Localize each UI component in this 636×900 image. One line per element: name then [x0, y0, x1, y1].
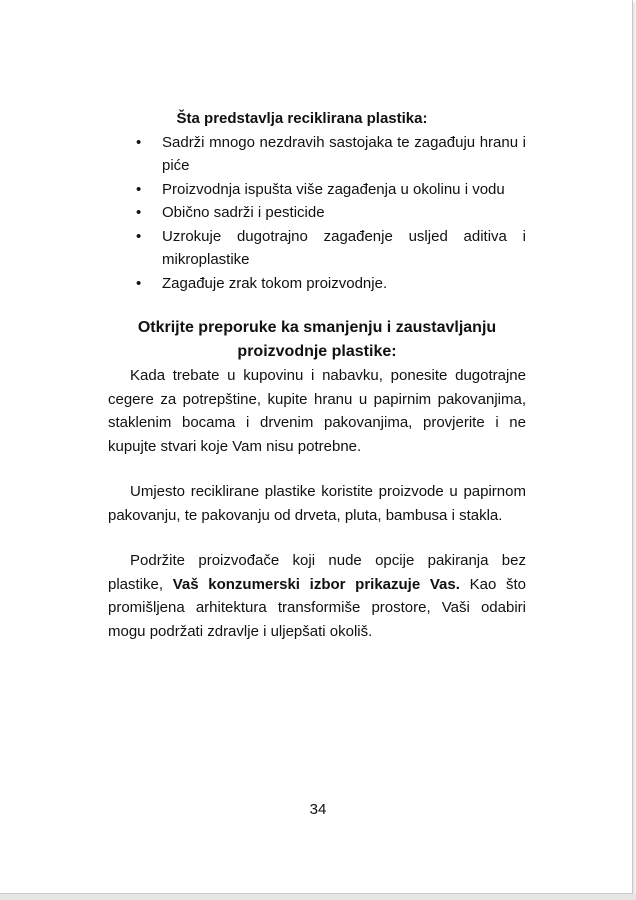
viewer-bottom-strip — [0, 894, 636, 900]
bullet-item — [108, 272, 526, 296]
bullet-text: Proizvodnja ispušta više zagađenja u okolinu i vodu — [162, 180, 505, 198]
paragraph-text-bold: Vaš konzumerski izbor prikazuje Vas. — [172, 575, 460, 593]
bullet-text: Sadrži mnogo nezdravih sastojaka te zagađuju hranu i piće — [162, 133, 526, 174]
bullet-text: Uzrokuje dugotrajno zagađenje usljed aditiva i mikroplastike — [162, 227, 526, 268]
bullet-text: Obično sadrži i pesticide — [162, 204, 325, 221]
bullet-item — [108, 201, 526, 225]
bullet-icon: • — [136, 274, 142, 292]
paragraph-alternatives: Umjesto reciklirane plastike koristite proizvode u papirnom pakovanju, te pakovanju od drveta, pluta, bambusa i stakla. — [108, 483, 526, 524]
page-number: 34 — [309, 801, 327, 818]
bullet-item — [108, 178, 526, 202]
paragraph-shopping: Kada trebate u kupovinu i nabavku, ponesite dugotrajne cegere za potrepštine, kupite hranu u papirnim pakovanjima, staklenim bocama i drvenim pakovanjima, provjerite i ne kupujte stvari koje Vam nisu potrebne. — [108, 367, 526, 455]
section-heading: Šta predstavlja reciklirana plastika: — [176, 110, 428, 127]
bullet-icon: • — [136, 204, 142, 221]
paragraph-text-start: Podržite proizvođače koji nude opcije pakiranja bez plastike, — [108, 552, 526, 593]
recommendations-heading-line2: proizvodnje plastike: — [237, 343, 397, 360]
paragraph-support-producers — [108, 549, 526, 643]
bullet-icon: • — [136, 180, 142, 198]
bullet-icon: • — [136, 227, 142, 245]
page-content — [108, 107, 526, 643]
bullet-item — [108, 131, 526, 178]
bullet-text: Zagađuje zrak tokom proizvodnje. — [162, 274, 388, 292]
bullet-icon: • — [136, 133, 142, 151]
recommendations-heading-line1: Otkrijte preporuke ka smanjenju i zaustavljanju — [137, 319, 497, 336]
recommendations-heading — [108, 316, 526, 364]
paragraph-text-end: Kao što promišljena arhitektura transformiše prostore, Vaši odabiri mogu podržati zdravlje i uljepšati okoliš. — [108, 575, 526, 640]
bullet-list — [108, 131, 526, 296]
bullet-item — [108, 225, 526, 272]
